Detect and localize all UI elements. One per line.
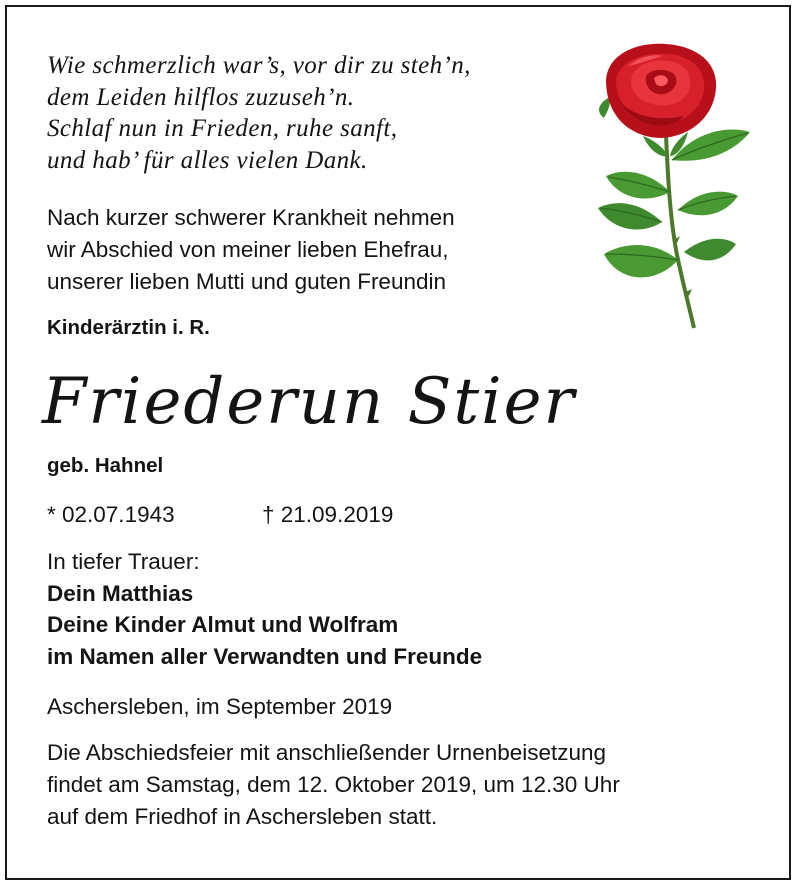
deceased-name: Friederun Stier bbox=[42, 365, 577, 439]
mourners-block bbox=[47, 546, 482, 672]
intro-line: unserer lieben Mutti und guten Freundin bbox=[47, 269, 447, 294]
mourner-name: im Namen aller Verwandten und Freunde bbox=[47, 643, 483, 669]
mourner-name: Deine Kinder Almut und Wolfram bbox=[47, 612, 399, 637]
intro-line: Nach kurzer schwerer Krankheit nehmen bbox=[47, 205, 455, 230]
death-date: † 21.09.2019 bbox=[262, 502, 394, 527]
ceremony-line: Die Abschiedsfeier mit anschließender Urnenbeisetzung bbox=[47, 740, 607, 765]
poem-line: Schlaf nun in Frieden, ruhe sanft, bbox=[47, 115, 398, 142]
poem-line: und hab’ für alles vielen Dank. bbox=[47, 146, 368, 174]
red-rose-icon bbox=[588, 40, 758, 330]
deceased-title: Kinderärztin i. R. bbox=[47, 316, 210, 339]
ceremony-info bbox=[47, 737, 620, 833]
maiden-name: geb. Hahnel bbox=[47, 454, 164, 477]
poem-line: dem Leiden hilflos zuzuseh’n. bbox=[47, 83, 355, 111]
ceremony-line: auf dem Friedhof in Aschersleben statt. bbox=[47, 804, 438, 829]
intro-line: wir Abschied von meiner lieben Ehefrau, bbox=[47, 237, 449, 262]
intro-text bbox=[47, 202, 455, 298]
ceremony-line: findet am Samstag, dem 12. Oktober 2019, um 12.30 Uhr bbox=[47, 772, 620, 797]
mourners-intro: In tiefer Trauer: bbox=[47, 549, 200, 574]
birth-date: * 02.07.1943 bbox=[47, 502, 175, 527]
mourner-name: Dein Matthias bbox=[47, 580, 194, 606]
place-and-date: Aschersleben, im September 2019 bbox=[47, 694, 393, 719]
poem bbox=[47, 50, 471, 176]
poem-line: Wie schmerzlich war’s, vor dir zu steh’n, bbox=[47, 52, 471, 79]
